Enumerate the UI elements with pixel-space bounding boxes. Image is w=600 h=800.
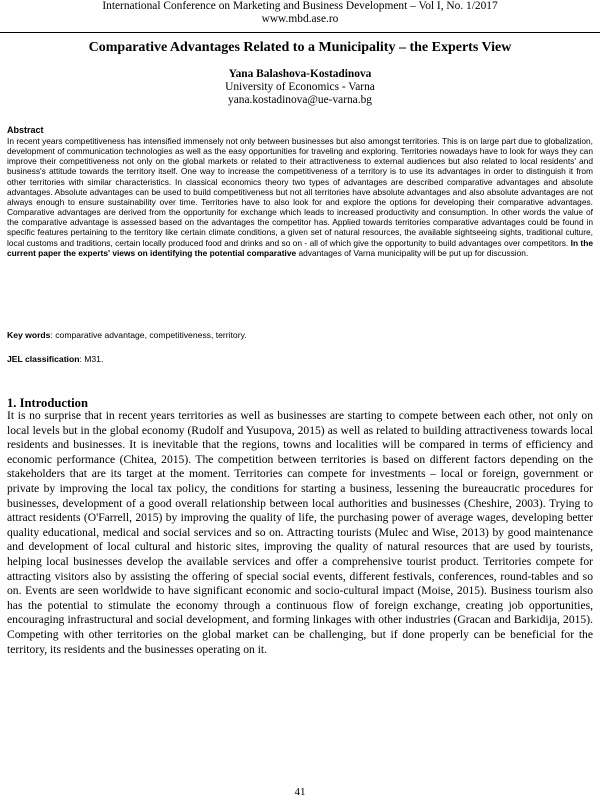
abstract-text: In recent years competitiveness has intensified immensely not only between businesses but also amongst territories. This is on large part due to globalization, development of communication technologies as well as the easy opportunities for traveling and exploring. Territories nowadays have to look for ways they can improve their competitiveness not only on the global markets or related to their attractiveness to external audiences but also related to local residents' and business's attitude towards the territory itself. One way to increase the competitiveness of a territory is to use its advantages in order to distinguish it from other territories with similar characteristics. In classical economics theory two types of advantages are described comparative advantages and absolute advantages. Absolute advantages can be used to build competitiveness but not all territories have absolute advantages and also absolute advantages are not always enough to ensure sustainability over time. Territories have to also look for and explore the options for developing their comparative advantages. Comparative advantages are derived from the opportunity for exchange which leads to increased productivity and consumption. In other words the value of the comparative advantage is assessed based on the advantages the competitor has. Applied towards territories comparative advantages could be found in specific features pertaining to the territory like certain climate conditions, a given set of natural resources, the available sightseeing sights, traditional culture, local customs and traditions, certain locally produced food and drinks and so on - all of which give the opportunity to build advantages over competitors. xyxy=(7,136,593,248)
abstract-text-bold: In the current paper the experts' views on identifying the potential comparative xyxy=(7,237,593,258)
abstract-text-tail: advantages of Varna municipality will be put up for discussion. xyxy=(296,247,529,258)
paper-title: Comparative Advantages Related to a Municipality – the Experts View xyxy=(88,40,512,55)
introduction-paragraph: It is no surprise that in recent years territories as well as businesses are starting to compete between each other, not only on local levels but in the global economy (Rudolf and Yusupova, 2015) as well as related to building attractiveness towards local residents and businesses. It is inevitable that the regions, towns and localities will be compared in terms of efficiency and economic performance (Chitea, 2015). The competition between territories is based on different factors depending on the stakeholders that are its target at the moment. Territories can compete for investments – local or foreign, government or private by improving the local tax policy, the conditions for starting a business, lessening the bureaucratic procedures for businesses, development of a good overall relationship between local authorities and businesses (Cheshire, 2003). Trying to attract residents (O'Farrell, 2015) by improving the quality of life, the purchasing power of average wages, developing better quality educational, medical and social services and so on. Attracting tourists (Mulec and Wise, 2013) by good maintenance and development of local cultural and historic sites, improving the quality of natural resources that are used by tourists, helping local businesses develop the available services and offer a comprehensive tourist product. Territories compete for attracting visitors also by assisting the offering of special social events, different festivals, conferences, round-tables and so on. Events are seen worldwide to have significant economic and socio-cultural impact (Moise, 2015). Business tourism also has the potential to stimulate the economy through a continuous flow of foreign exchange, creating job opportunities, encouraging infrastructural and social development, and forming linkages with other industries (Gracan and Barkidija, 2015). Competing with other territories on the global market can be challenging, but if done properly can be beneficial for the territory, its residents and the businesses operating on it. xyxy=(7,409,593,656)
keywords-label: Key words xyxy=(7,330,51,340)
keywords-line xyxy=(7,330,593,341)
keywords-value: : comparative advantage, competitiveness, territory. xyxy=(50,330,247,340)
journal-url[interactable]: www.mbd.ase.ro xyxy=(261,13,339,25)
author-affiliation: University of Economics - Varna xyxy=(225,81,375,93)
author-block xyxy=(0,68,600,107)
introduction-body xyxy=(7,409,593,657)
abstract-section xyxy=(7,125,593,258)
introduction-heading: 1. Introduction xyxy=(7,396,88,410)
abstract-heading: Abstract xyxy=(7,125,44,135)
header-divider xyxy=(0,32,600,33)
jel-line xyxy=(7,354,593,365)
page-number: 41 xyxy=(294,786,306,798)
abstract-body xyxy=(7,136,593,258)
jel-label: JEL classification xyxy=(7,354,80,364)
author-email[interactable]: yana.kostadinova@ue-varna.bg xyxy=(228,94,372,106)
author-name: Yana Balashova-Kostadinova xyxy=(228,68,372,80)
running-header xyxy=(0,0,600,26)
conference-line: International Conference on Marketing and Business Development – Vol I, No. 1/2017 xyxy=(102,0,498,12)
jel-value: : M31. xyxy=(79,354,104,364)
